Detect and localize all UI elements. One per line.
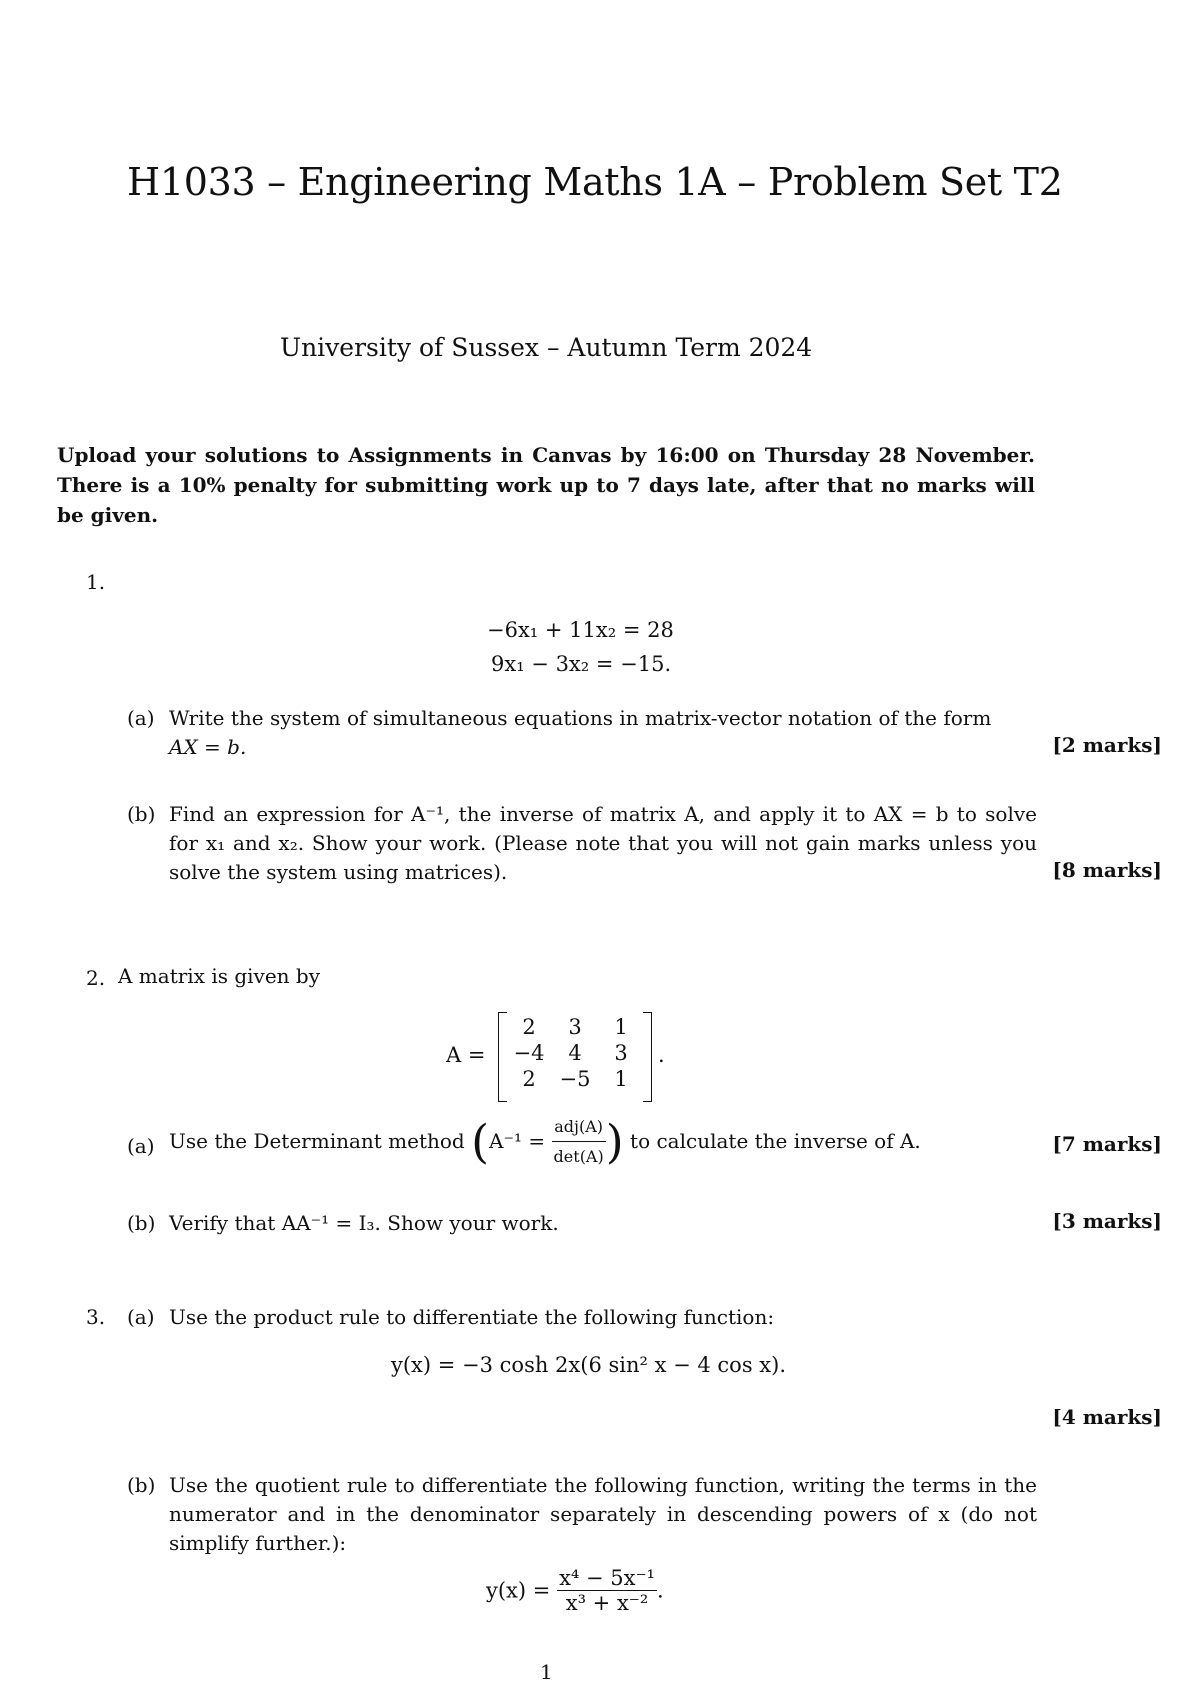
q3a-marks: [4 marks] — [1052, 1405, 1162, 1429]
q1-equation-1: −6x₁ + 11x₂ = 28 — [487, 618, 674, 642]
formula-open-paren: ( — [471, 1114, 490, 1169]
q2a-text-before: Use the Determinant method — [169, 1129, 465, 1153]
formula-close-paren: ) — [605, 1114, 624, 1169]
matrix-cell: 2 — [522, 1015, 536, 1039]
question-3-number: 3. — [86, 1305, 106, 1329]
page-title: H1033 – Engineering Maths 1A – Problem Set T2 — [127, 160, 1063, 204]
matrix-right-bracket — [643, 1012, 652, 1102]
matrix-label: A = — [446, 1043, 486, 1067]
q2a-formula-lhs: A⁻¹ = — [489, 1129, 546, 1153]
formula-denominator: det(A) — [553, 1147, 604, 1166]
q1a-marks: [2 marks] — [1052, 733, 1162, 757]
matrix-cell: 2 — [522, 1067, 536, 1091]
q2-intro: A matrix is given by — [118, 964, 321, 988]
q3a-label: (a) — [127, 1305, 155, 1329]
q2b-text: Verify that AA⁻¹ = I₃. Show your work. — [169, 1211, 559, 1235]
quotient-denominator: x³ + x⁻² — [565, 1591, 649, 1615]
q2a-text-after: to calculate the inverse of A. — [630, 1129, 921, 1153]
q2a-label: (a) — [127, 1134, 155, 1158]
q2b-marks: [3 marks] — [1052, 1209, 1162, 1233]
question-1-number: 1. — [86, 570, 106, 594]
determinant-formula-fraction — [552, 1112, 606, 1171]
q3b-equation — [486, 1566, 664, 1615]
q1b-label: (b) — [127, 802, 156, 826]
q1a-text — [169, 704, 1037, 762]
equation-period: . — [656, 1578, 664, 1603]
q3a-text: Use the product rule to differentiate the following function: — [169, 1305, 775, 1329]
q2a-marks: [7 marks] — [1052, 1132, 1162, 1156]
q1b-marks: [8 marks] — [1052, 858, 1162, 882]
q2b-label: (b) — [127, 1211, 156, 1235]
q3b-label: (b) — [127, 1473, 156, 1497]
q1a-text-line1: Write the system of simultaneous equations in matrix-vector notation of the form — [169, 706, 992, 730]
matrix-cell: 3 — [614, 1041, 628, 1065]
q1b-text: Find an expression for A⁻¹, the inverse of matrix A, and apply it to AX = b to solve for x₁ and x₂. Show your work. (Please note that you will not gain marks unless you solve the system using matrices). — [169, 802, 1037, 884]
matrix-a — [498, 1012, 652, 1100]
quotient-numerator: x⁴ − 5x⁻¹ — [559, 1566, 655, 1590]
q1a-text-line2: AX = b. — [169, 735, 247, 759]
matrix-cell: 4 — [568, 1041, 582, 1065]
q2a-text — [169, 1112, 921, 1171]
q1a-label: (a) — [127, 706, 155, 730]
page-number: 1 — [540, 1660, 553, 1684]
q3a-equation: y(x) = −3 cosh 2x(6 sin² x − 4 cos x). — [391, 1353, 786, 1377]
q3b-eq-lhs: y(x) = — [486, 1578, 551, 1603]
q3b-text: Use the quotient rule to differentiate the following function, writing the terms in the numerator and in the denominator separately in descending powers of x (do not simplify further.): — [169, 1473, 1037, 1555]
formula-numerator: adj(A) — [552, 1112, 606, 1142]
matrix-cell: 3 — [568, 1015, 582, 1039]
question-2-number: 2. — [86, 966, 106, 990]
matrix-cell: 1 — [614, 1015, 628, 1039]
matrix-period: . — [658, 1043, 665, 1067]
matrix-cell: 1 — [614, 1067, 628, 1091]
quotient-fraction — [557, 1566, 657, 1615]
submission-notice: Upload your solutions to Assignments in Canvas by 16:00 on Thursday 28 November. There is a 10% penalty for submitting work up to 7 days late, after that no marks will be given. — [57, 443, 1035, 527]
matrix-cell: −4 — [513, 1041, 545, 1065]
page-subtitle: University of Sussex – Autumn Term 2024 — [280, 333, 813, 362]
matrix-cell: −5 — [559, 1067, 591, 1091]
q1-equation-2: 9x₁ − 3x₂ = −15. — [491, 652, 672, 676]
